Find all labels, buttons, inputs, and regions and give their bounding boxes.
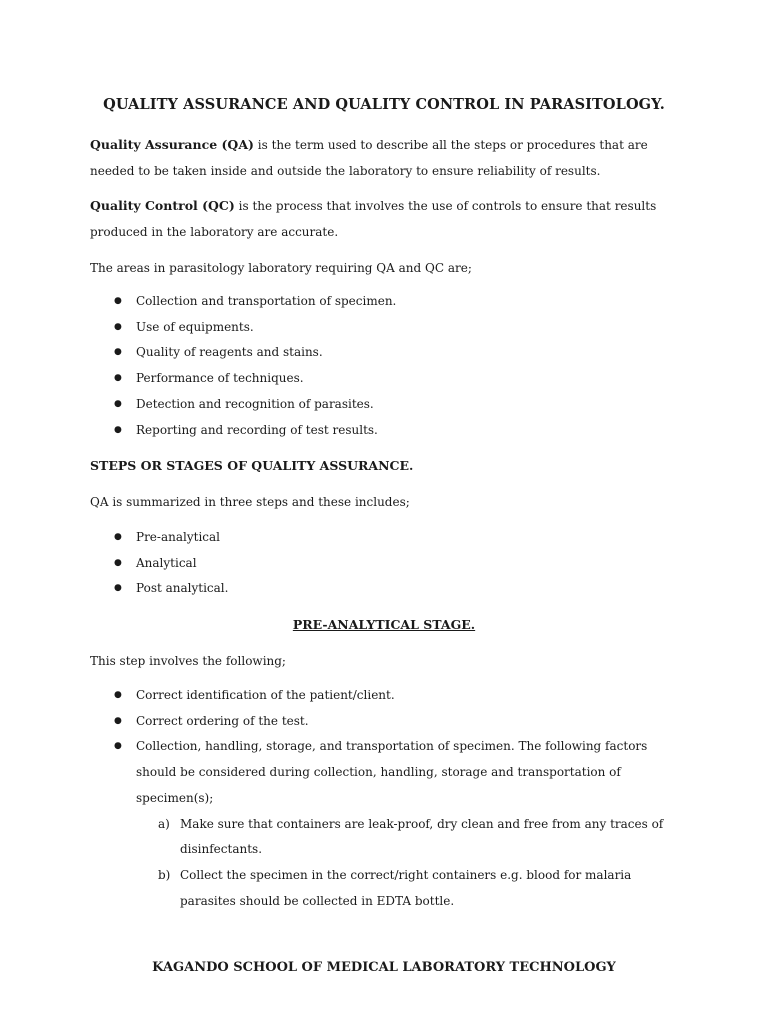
steps-heading: STEPS OR STAGES OF QUALITY ASSURANCE. (90, 458, 414, 473)
pre-analytical-list (90, 683, 690, 914)
list-item: ● Collection, handling, storage, and transportation of specimen. The following factors should be considered during collection, handling, storage and transportation of specimen(s); a) Make sure that containers are leak-proof, dry clean and free from any traces of disinfectants. b) Collect the specimen in the correct/right containers e.g. blood for malaria parasites should be collected in EDTA bottle. (90, 734, 690, 914)
bullet-icon: ● (114, 532, 122, 542)
bullet-icon: ● (114, 296, 122, 306)
areas-list (90, 289, 690, 443)
sub-item-marker: a) (158, 816, 170, 831)
list-item: ● Correct ordering of the test. (90, 709, 690, 735)
sub-list-item: a) Make sure that containers are leak-proof, dry clean and free from any traces of disinfectants. (136, 812, 690, 863)
list-item: ● Quality of reagents and stains. (90, 340, 690, 366)
sub-list-item: b) Collect the specimen in the correct/right containers e.g. blood for malaria parasites should be collected in EDTA bottle. (136, 863, 690, 914)
list-item: ● Reporting and recording of test results. (90, 418, 690, 444)
areas-intro: The areas in parasitology laboratory requiring QA and QC are; (90, 261, 472, 275)
bullet-icon: ● (114, 715, 122, 726)
list-item: ● Post analytical. (90, 576, 690, 602)
list-item: ● Performance of techniques. (90, 366, 690, 392)
page-footer: KAGANDO SCHOOL OF MEDICAL LABORATORY TECHNOLOGY (152, 960, 616, 975)
bullet-icon: ● (114, 583, 122, 594)
bullet-icon: ● (114, 347, 122, 358)
steps-intro: QA is summarized in three steps and these includes; (90, 495, 410, 509)
list-item: ● Collection and transportation of specimen. (90, 289, 690, 315)
list-item: ● Detection and recognition of parasites. (90, 392, 690, 418)
steps-list (90, 525, 690, 602)
list-item: ● Pre-analytical (90, 525, 690, 551)
sub-item-marker: b) (158, 867, 171, 882)
list-item: ● Use of equipments. (90, 315, 690, 341)
sub-list (136, 812, 690, 915)
qa-term: Quality Assurance (QA) (90, 137, 254, 152)
bullet-icon: ● (114, 398, 122, 409)
bullet-icon: ● (114, 690, 122, 700)
bullet-icon: ● (114, 424, 122, 435)
qc-term: Quality Control (QC) (90, 198, 235, 213)
qc-text: is the process that involves the use of controls to ensure that results produced in the laboratory are accurate. (90, 199, 657, 239)
list-item: ● Analytical (90, 551, 690, 577)
bullet-icon: ● (114, 321, 122, 332)
pre-analytical-heading: PRE-ANALYTICAL STAGE. (292, 617, 476, 632)
page-title: QUALITY ASSURANCE AND QUALITY CONTROL IN PARASITOLOGY. (103, 96, 665, 113)
qa-definition (90, 132, 690, 184)
list-item: ● Correct identification of the patient/client. (90, 683, 690, 709)
bullet-icon: ● (114, 373, 122, 384)
bullet-icon: ● (114, 557, 122, 568)
qc-definition (90, 193, 690, 245)
bullet-icon: ● (114, 741, 122, 752)
qa-text: is the term used to describe all the steps or procedures that are needed to be taken inside and outside the laboratory to ensure reliability of results. (90, 138, 648, 178)
pre-intro: This step involves the following; (90, 654, 286, 668)
